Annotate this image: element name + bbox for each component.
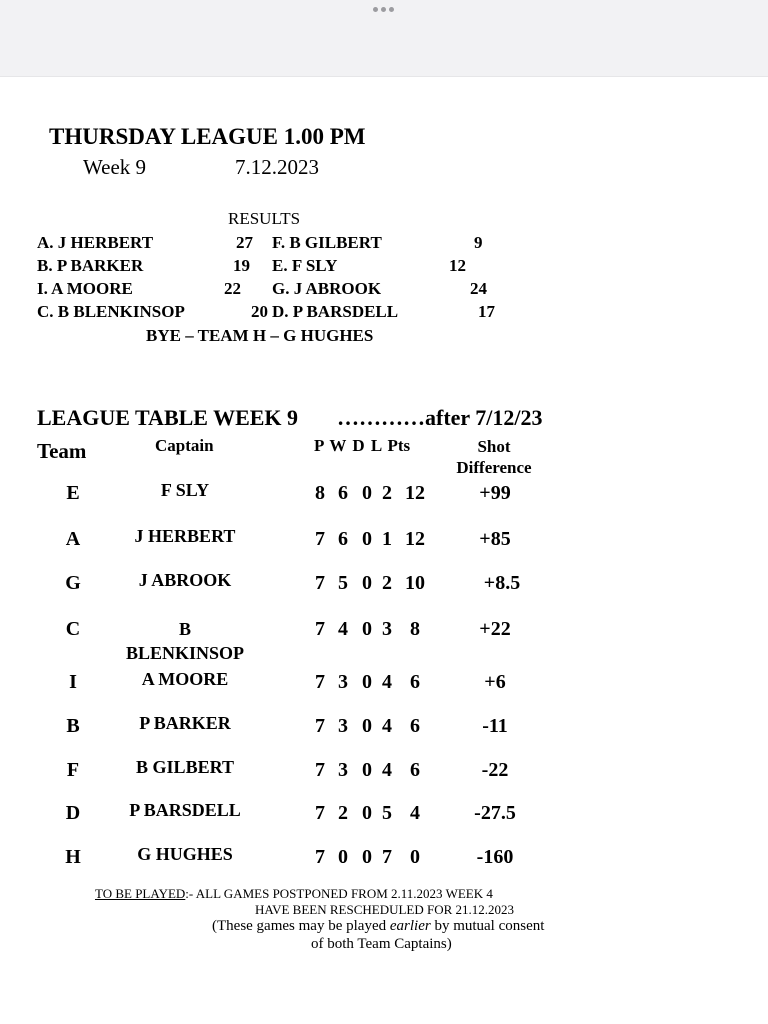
league-title: THURSDAY LEAGUE 1.00 PM	[49, 124, 366, 149]
result-away-score: 17	[478, 302, 495, 321]
table-row	[0, 846, 768, 876]
team-letter: B	[66, 715, 80, 737]
lost: 1	[382, 528, 392, 550]
drawn: 0	[362, 715, 372, 737]
result-home: A. J HERBERT	[37, 233, 154, 252]
header-shot-difference	[454, 436, 534, 478]
league-table-after: …………after 7/12/23	[337, 405, 543, 430]
result-home: C. B BLENKINSOP	[37, 302, 185, 321]
lost: 3	[382, 618, 392, 640]
won: 6	[338, 528, 348, 550]
team-letter: E	[66, 482, 80, 504]
footer-line-3-emphasis: earlier	[389, 918, 431, 934]
team-letter: D	[65, 802, 81, 824]
dot	[389, 7, 394, 12]
played: 7	[315, 802, 325, 824]
played: 7	[315, 671, 325, 693]
drawn: 0	[362, 671, 372, 693]
table-row	[0, 482, 768, 512]
won: 0	[338, 846, 348, 868]
result-away-score: 12	[449, 256, 466, 275]
drawn: 0	[362, 802, 372, 824]
captain-name: P BARKER	[139, 713, 231, 733]
lost: 4	[382, 715, 392, 737]
captain-name	[105, 617, 265, 665]
more-options-icon[interactable]	[373, 7, 394, 12]
result-away: G. J ABROOK	[272, 279, 382, 298]
team-letter: H	[65, 846, 81, 868]
played: 7	[315, 572, 325, 594]
points: 6	[410, 715, 420, 737]
result-home-score: 22	[224, 279, 241, 298]
shot-difference: +22	[479, 618, 511, 640]
result-home-score: 20	[251, 302, 268, 321]
result-away-score: 24	[470, 279, 487, 298]
header-shot-line2: Difference	[456, 458, 532, 477]
captain-name: P BARSDELL	[129, 800, 241, 820]
captain-name: G HUGHES	[137, 844, 233, 864]
points: 6	[410, 671, 420, 693]
table-row	[0, 671, 768, 701]
table-row	[0, 528, 768, 558]
table-row	[0, 759, 768, 789]
points: 0	[410, 846, 420, 868]
footer-line-3	[212, 918, 544, 935]
bye-notice: BYE – TEAM H – G HUGHES	[146, 326, 374, 345]
captain-name: A MOORE	[141, 669, 229, 689]
points: 12	[405, 482, 425, 504]
lost: 4	[382, 759, 392, 781]
played: 7	[315, 618, 325, 640]
captain-name: J ABROOK	[138, 570, 232, 590]
result-home: B. P BARKER	[37, 256, 144, 275]
played: 7	[315, 715, 325, 737]
shot-difference: -160	[476, 846, 514, 868]
drawn: 0	[362, 482, 372, 504]
shot-difference: -11	[482, 715, 508, 737]
team-letter: A	[65, 528, 81, 550]
header-captain: Captain	[155, 436, 214, 455]
shot-difference: +6	[484, 671, 506, 693]
footer-line-4: of both Team Captains)	[311, 936, 452, 952]
lost: 4	[382, 671, 392, 693]
dot	[381, 7, 386, 12]
header-team: Team	[37, 439, 87, 463]
league-table-title: LEAGUE TABLE WEEK 9	[37, 405, 299, 430]
won: 2	[338, 802, 348, 824]
lost: 7	[382, 846, 392, 868]
drawn: 0	[362, 572, 372, 594]
drawn: 0	[362, 759, 372, 781]
won: 3	[338, 715, 348, 737]
footer-line-3a: (These games may be played	[212, 918, 390, 934]
captain-name: J HERBERT	[134, 526, 236, 546]
points: 4	[410, 802, 420, 824]
won: 3	[338, 671, 348, 693]
captain-name: F SLY	[160, 480, 210, 500]
drawn: 0	[362, 528, 372, 550]
week-label: Week 9	[83, 155, 147, 179]
footer-line-2: HAVE BEEN RESCHEDULED FOR 21.12.2023	[255, 902, 515, 917]
result-away: D. P BARSDELL	[272, 302, 399, 321]
results-heading: RESULTS	[228, 209, 301, 228]
played: 7	[315, 759, 325, 781]
table-row	[0, 802, 768, 832]
team-letter: G	[65, 572, 81, 594]
header-stats: P W D L Pts	[314, 436, 411, 455]
to-be-played-label: TO BE PLAYED	[95, 886, 186, 901]
points: 6	[410, 759, 420, 781]
points: 12	[405, 528, 425, 550]
result-away: E. F SLY	[272, 256, 338, 275]
captain-name: B GILBERT	[136, 757, 234, 777]
footer-line-1	[95, 886, 493, 902]
viewer-top-bar	[0, 0, 768, 77]
points: 10	[405, 572, 425, 594]
shot-difference: +99	[479, 482, 511, 504]
played: 8	[315, 482, 325, 504]
result-away: F. B GILBERT	[272, 233, 382, 252]
result-home-score: 19	[233, 256, 250, 275]
played: 7	[315, 846, 325, 868]
captain-name-text: B BLENKINSOP	[125, 619, 245, 663]
won: 3	[338, 759, 348, 781]
lost: 5	[382, 802, 392, 824]
result-home: I. A MOORE	[37, 279, 133, 298]
team-letter: F	[66, 759, 80, 781]
won: 4	[338, 618, 348, 640]
footer-line-1-text: :- ALL GAMES POSTPONED FROM 2.11.2023 WEEK 4	[185, 886, 493, 901]
played: 7	[315, 528, 325, 550]
points: 8	[410, 618, 420, 640]
dot	[373, 7, 378, 12]
header-shot-line1: Shot	[477, 437, 511, 456]
match-date: 7.12.2023	[235, 155, 319, 179]
result-away-score: 9	[474, 233, 483, 252]
drawn: 0	[362, 846, 372, 868]
shot-difference: +85	[479, 528, 511, 550]
won: 6	[338, 482, 348, 504]
table-row	[0, 715, 768, 745]
shot-difference: -27.5	[474, 802, 516, 824]
shot-difference: -22	[481, 759, 509, 781]
table-row	[0, 618, 768, 663]
result-home-score: 27	[236, 233, 253, 252]
shot-difference: +8.5	[483, 572, 521, 594]
footer-line-3b: by mutual consent	[430, 918, 545, 934]
won: 5	[338, 572, 348, 594]
table-row	[0, 572, 768, 602]
lost: 2	[382, 482, 392, 504]
lost: 2	[382, 572, 392, 594]
team-letter: I	[69, 671, 77, 693]
drawn: 0	[362, 618, 372, 640]
team-letter: C	[65, 618, 81, 640]
